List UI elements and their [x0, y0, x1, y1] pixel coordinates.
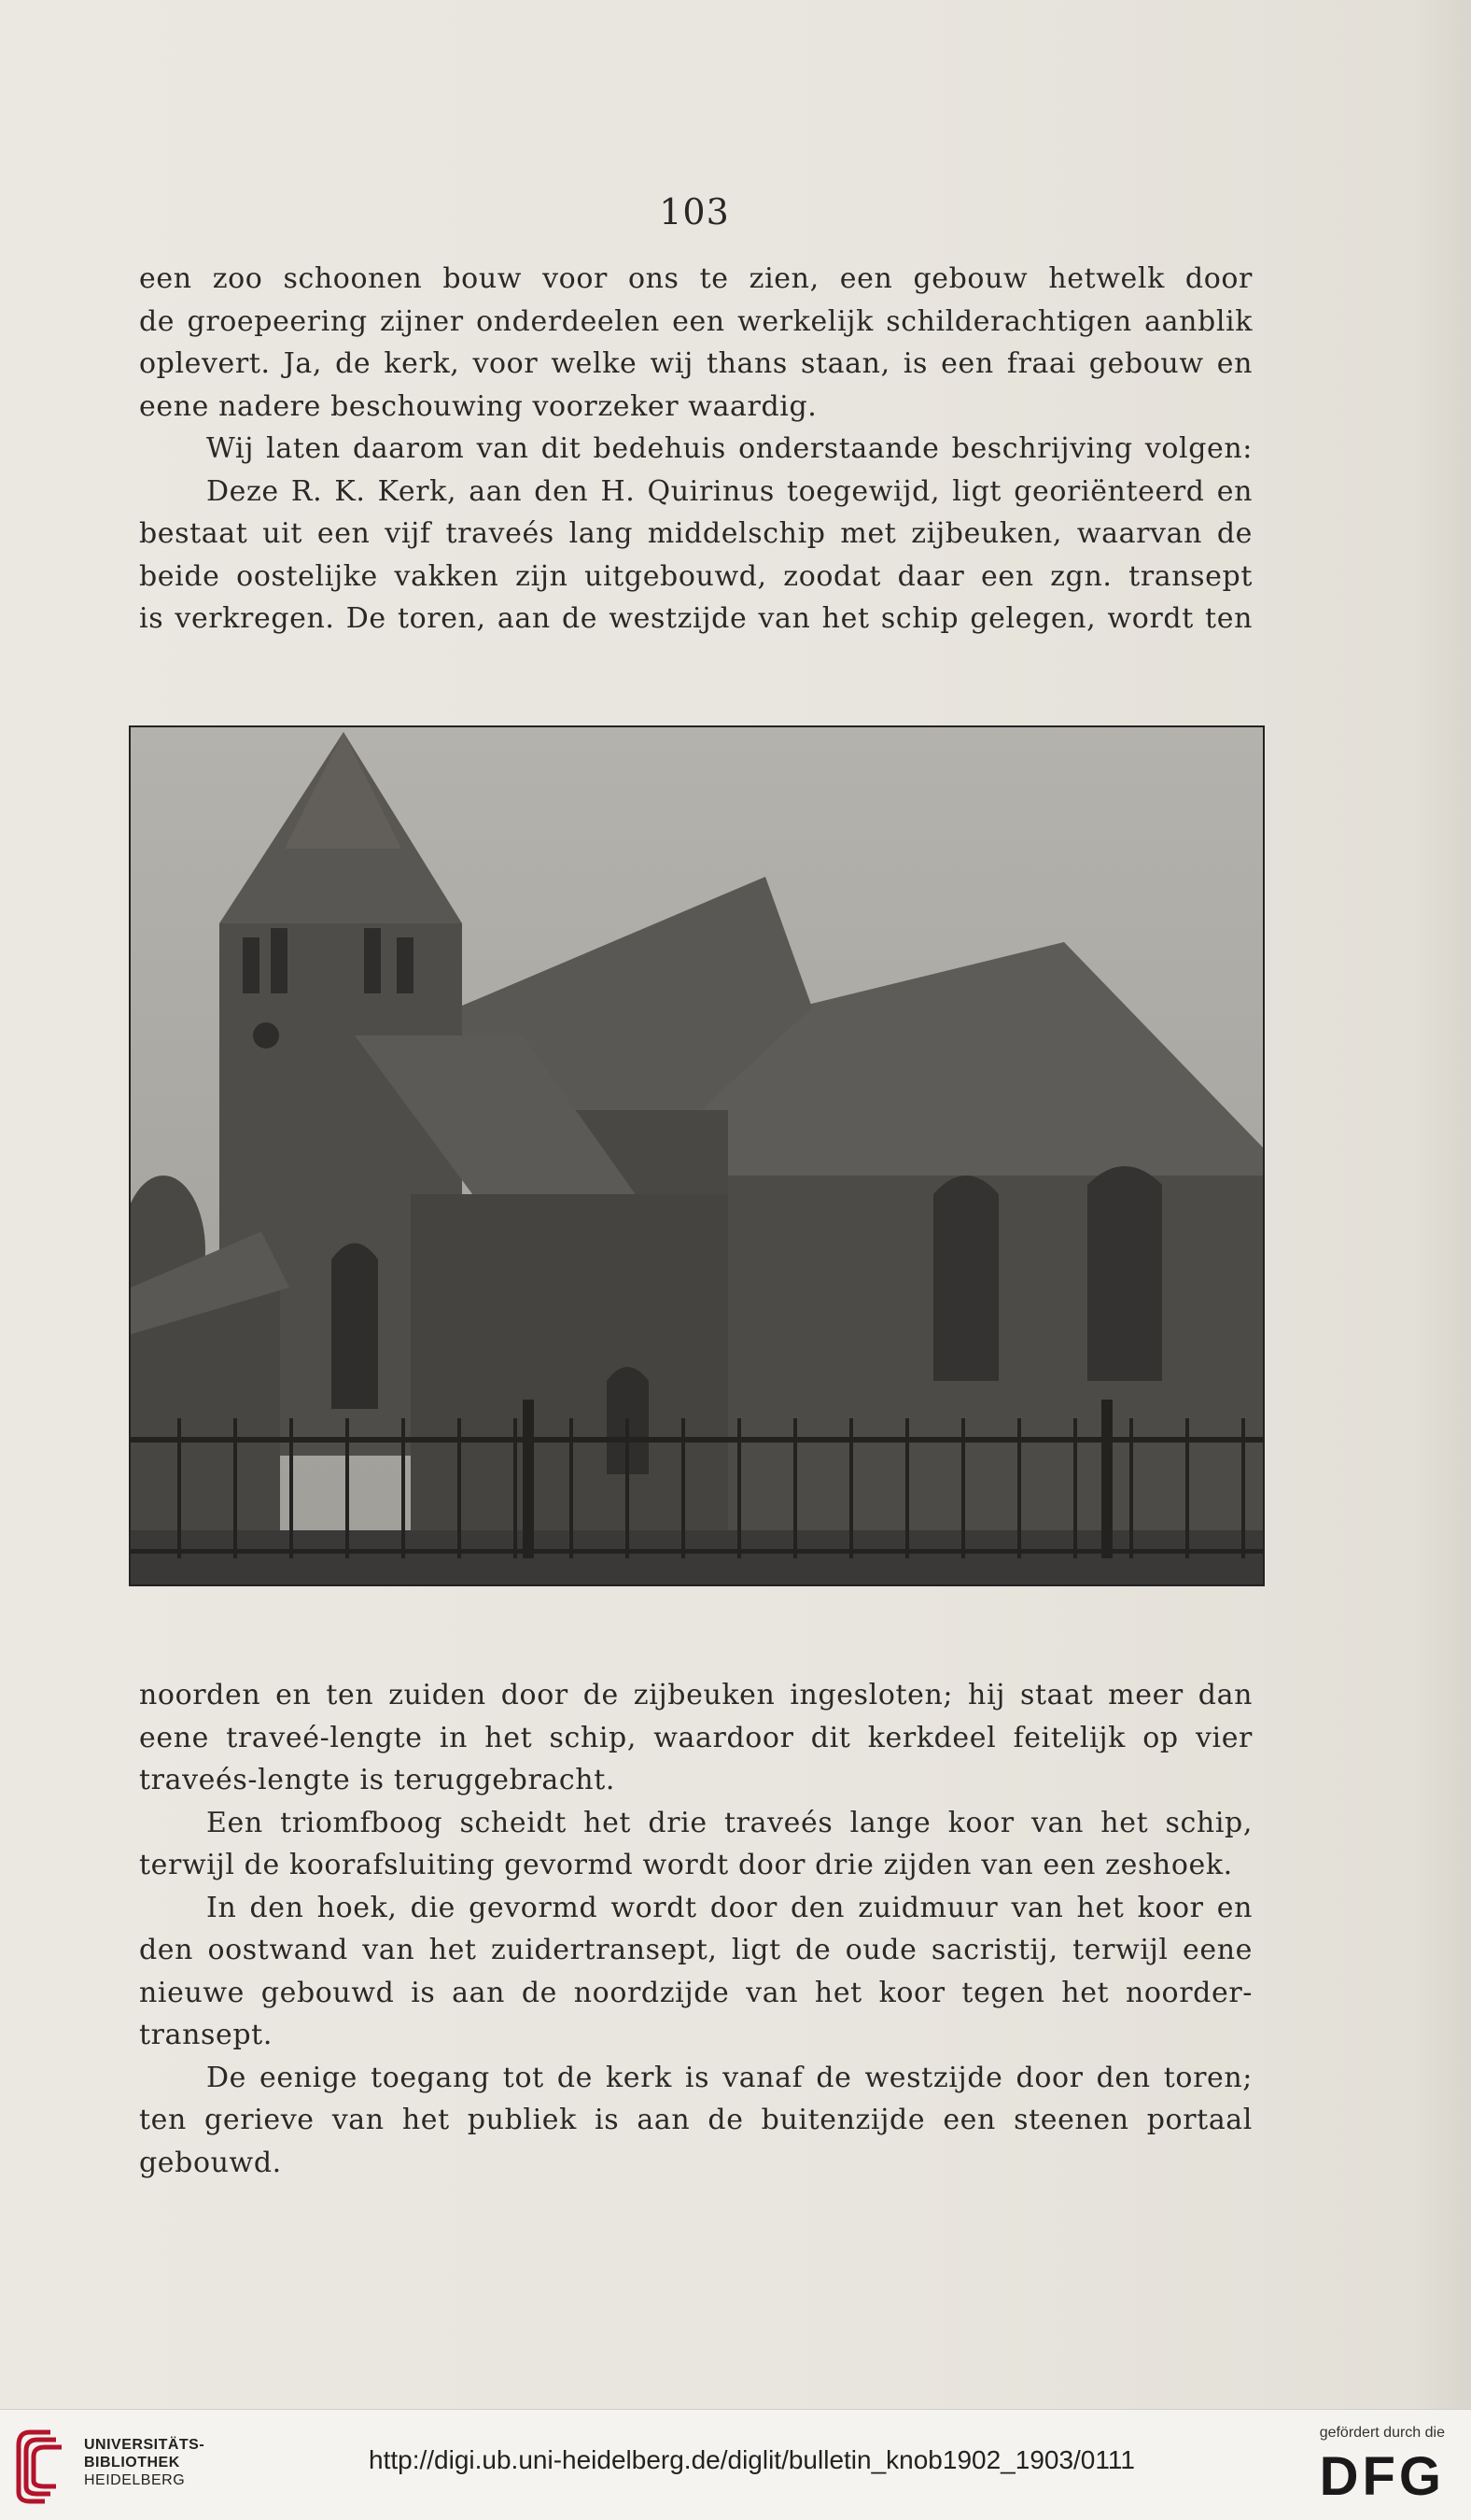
text-line: noorden en ten zuiden door de zijbeuken ingesloten; hij staat meer dan	[139, 1679, 1253, 1711]
text-line: ten gerieve van het publiek is aan de buitenzijde een steenen portaal gebouwd.	[139, 2104, 1253, 2179]
text-line: is verkregen. De toren, aan de westzijde van het schip gelegen, wordt ten	[139, 602, 1253, 635]
text-line: eene traveé-lengte in het schip, waardoor dit kerkdeel feitelijk op vier	[139, 1721, 1253, 1754]
text-line: De eenige toegang tot de kerk is vanaf de westzijde door den toren;	[206, 2061, 1253, 2094]
library-name-line: BIBLIOTHEK	[84, 2455, 180, 2471]
library-name-line: UNIVERSITÄTS-	[84, 2437, 205, 2453]
body-text-top	[139, 258, 1253, 641]
text-line: Wij laten daarom van dit bedehuis onderstaande beschrijving volgen:	[206, 432, 1253, 465]
text-line: nieuwe gebouwd is aan de noordzijde van het koor tegen het noorder-	[139, 1976, 1253, 2009]
text-line: eene nadere beschouwing voorzeker waardig.	[139, 389, 818, 423]
text-line: Deze R. K. Kerk, aan den H. Quirinus toegewijd, ligt georiënteerd en	[206, 474, 1253, 508]
library-name-line: HEIDELBERG	[84, 2472, 186, 2488]
text-line: terwijl de koorafsluiting gevormd wordt door drie zijden van een zeshoek.	[139, 1849, 1233, 1881]
library-name	[84, 2436, 204, 2489]
church-illustration	[131, 727, 1263, 1584]
page-number: 103	[659, 191, 730, 232]
text-line: oplevert. Ja, de kerk, voor welke wij thans staan, is een fraai gebouw en	[139, 347, 1253, 380]
text-line: Een triomfboog scheidt het drie traveés lange koor van het schip,	[206, 1806, 1253, 1839]
text-line: transept.	[139, 2019, 273, 2051]
funding-note: gefördert durch die	[1319, 2425, 1445, 2441]
body-text-bottom	[139, 1674, 1253, 2184]
permalink-url[interactable]: http://digi.ub.uni-heidelberg.de/diglit/bulletin_knob1902_1903/0111	[369, 2445, 1135, 2474]
text-line: In den hoek, die gevormd wordt door den zuidmuur van het koor en	[206, 1891, 1253, 1924]
dfg-logo: DFG	[1319, 2446, 1445, 2507]
university-library-logo-icon	[13, 2427, 78, 2505]
text-line: bestaat uit een vijf traveés lang middelschip met zijbeuken, waarvan de	[139, 517, 1253, 550]
footer-bar	[0, 2409, 1471, 2520]
text-line: de groepeering zijner onderdeelen een werkelijk schilderachtigen aanblik	[139, 304, 1253, 338]
church-photograph	[129, 725, 1265, 1586]
text-line: den oostwand van het zuidertransept, ligt de oude sacristij, terwijl eene	[139, 1934, 1253, 1966]
text-line: een zoo schoonen bouw voor ons te zien, een gebouw hetwelk door	[139, 262, 1253, 295]
text-line: traveés-lengte is teruggebracht.	[139, 1764, 615, 1796]
text-line: beide oostelijke vakken zijn uitgebouwd, zoodat daar een zgn. transept	[139, 559, 1253, 593]
